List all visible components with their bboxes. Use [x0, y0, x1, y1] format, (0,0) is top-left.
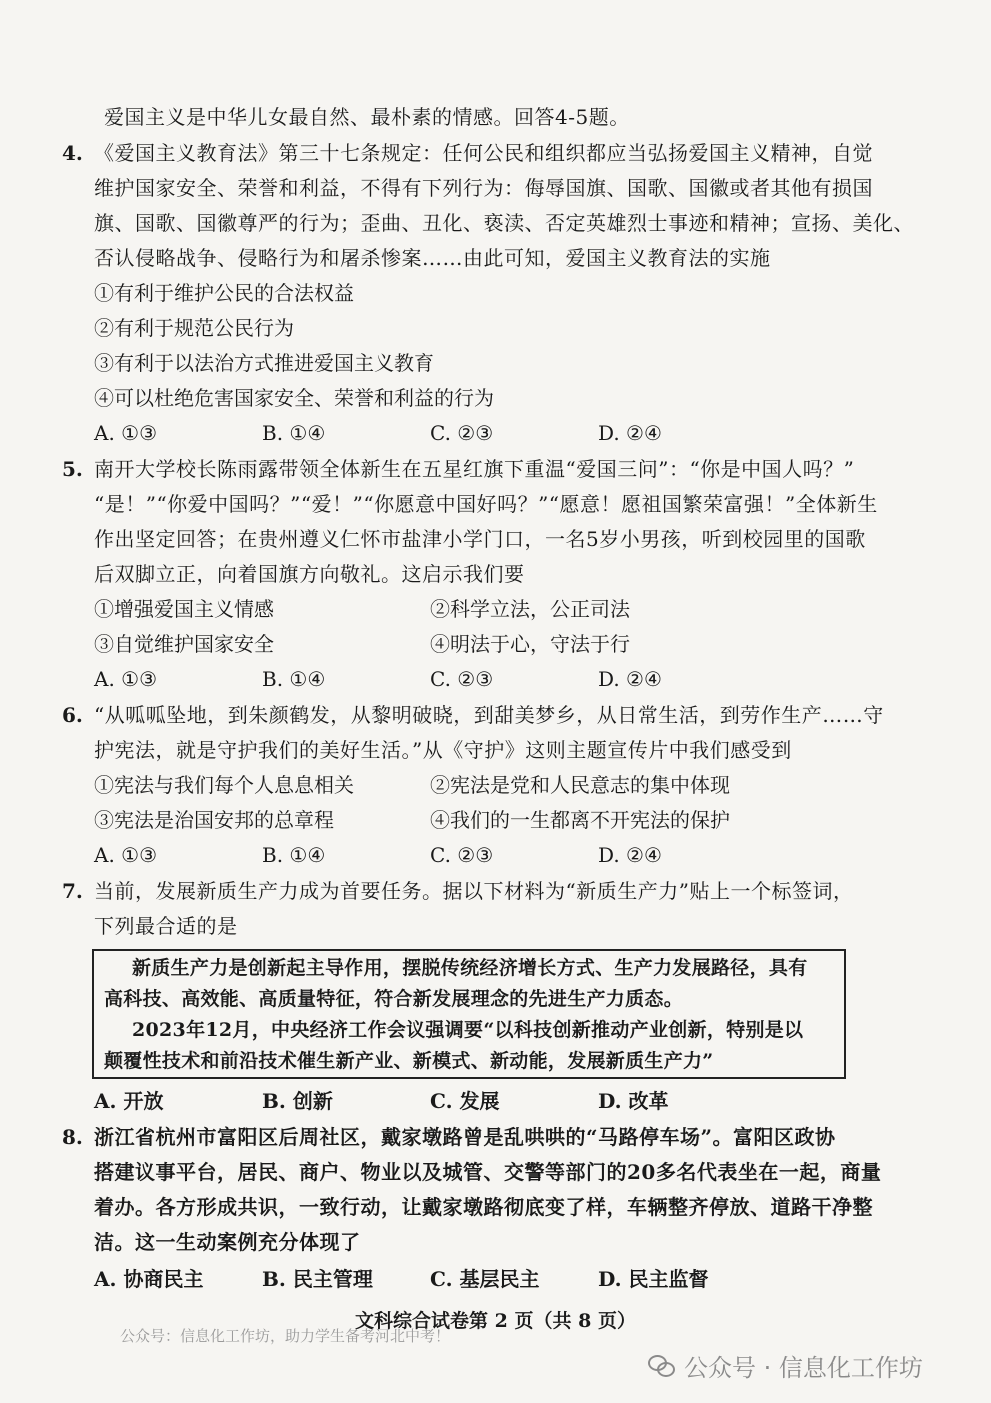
q7-material-line-1: 新质生产力是创新起主导作用，摆脱传统经济增长方式、生产力发展路径，具有	[132, 957, 808, 979]
q8-choice-c: C. 基层民主	[430, 1267, 540, 1291]
q4-line-1: 《爱国主义教育法》第三十七条规定：任何公民和组织都应当弘扬爱国主义精神，自觉	[94, 141, 873, 165]
q5-line-1: 南开大学校长陈雨露带领全体新生在五星红旗下重温“爱国三问”：“你是中国人吗？”	[94, 457, 855, 481]
q7-choice-b: B. 创新	[262, 1089, 333, 1113]
q7-line-2: 下列最合适的是	[94, 914, 238, 938]
q5-option-3: ③自觉维护国家安全	[94, 632, 274, 656]
q8-choice-b: B. 民主管理	[262, 1267, 373, 1291]
q7-material-line-4: 颠覆性技术和前沿技术催生新产业、新模式、新动能，发展新质生产力”	[104, 1050, 714, 1072]
q7-material-box	[92, 949, 846, 1079]
q6-line-1: “从呱呱坠地，到朱颜鹤发，从黎明破晓，到甜美梦乡，从日常生活，到劳作生产……守	[94, 703, 884, 727]
q4-choice-c: C. ②③	[430, 421, 494, 445]
q4-line-4: 否认侵略战争、侵略行为和屠杀惨案……由此可知，爱国主义教育法的实施	[94, 246, 771, 270]
q8-line-1: 浙江省杭州市富阳区后周社区，戴家墩路曾是乱哄哄的“马路停车场”。富阳区政协	[94, 1125, 836, 1149]
q6-number: 6.	[62, 703, 83, 727]
q4-option-2: ②有利于规范公民行为	[94, 316, 294, 340]
q5-line-3: 作出坚定回答；在贵州遵义仁怀市盐津小学门口，一名5岁小男孩，听到校园里的国歌	[94, 527, 866, 551]
q4-option-4: ④可以杜绝危害国家安全、荣誉和利益的行为	[94, 386, 494, 410]
watermark-brand	[648, 1348, 923, 1383]
q6-choice-c: C. ②③	[430, 843, 494, 867]
q5-choice-a: A. ①③	[94, 667, 158, 691]
q5-option-4: ④明法于心，守法于行	[430, 632, 630, 656]
q5-line-4: 后双脚立正，向着国旗方向敬礼。这启示我们要	[94, 562, 525, 586]
q4-option-1: ①有利于维护公民的合法权益	[94, 281, 354, 305]
q6-option-2: ②宪法是党和人民意志的集中体现	[430, 773, 730, 797]
q4-line-2: 维护国家安全、荣誉和利益，不得有下列行为：侮辱国旗、国歌、国徽或者其他有损国	[94, 176, 873, 200]
wechat-icon	[648, 1355, 676, 1377]
q6-choice-a: A. ①③	[94, 843, 158, 867]
q5-line-2: “是！”“你爱中国吗？”“爱！”“你愿意中国好吗？”“愿意！愿祖国繁荣富强！”全体新生	[94, 492, 878, 516]
q7-material-line-3: 2023年12月，中央经济工作会议强调要“以科技创新推动产业创新，特别是以	[132, 1019, 804, 1041]
q5-number: 5.	[62, 457, 83, 481]
q4-choice-b: B. ①④	[262, 421, 326, 445]
q6-option-3: ③宪法是治国安邦的总章程	[94, 808, 334, 832]
q6-choice-d: D. ②④	[598, 843, 662, 867]
q8-choice-d: D. 民主监督	[598, 1267, 709, 1291]
q5-choice-b: B. ①④	[262, 667, 326, 691]
q6-option-4: ④我们的一生都离不开宪法的保护	[430, 808, 730, 832]
watermark-line: 公众号：信息化工作坊，助力学生备考河北中考！	[120, 1327, 451, 1345]
q7-line-1: 当前，发展新质生产力成为首要任务。据以下材料为“新质生产力”贴上一个标签词，	[94, 879, 854, 903]
q7-number: 7.	[62, 879, 83, 903]
q6-option-1: ①宪法与我们每个人息息相关	[94, 773, 354, 797]
q4-line-3: 旗、国歌、国徽尊严的行为；歪曲、丑化、亵渎、否定英雄烈士事迹和精神；宣扬、美化、	[94, 211, 914, 235]
q7-choice-a: A. 开放	[94, 1089, 164, 1113]
q5-option-1: ①增强爱国主义情感	[94, 597, 274, 621]
q4-choice-d: D. ②④	[598, 421, 662, 445]
q8-line-3: 着办。各方形成共识，一致行动，让戴家墩路彻底变了样，车辆整齐停放、道路干净整	[94, 1195, 873, 1219]
q8-line-2: 搭建议事平台，居民、商户、物业以及城管、交警等部门的20多名代表坐在一起，商量	[94, 1160, 882, 1184]
q6-line-2: 护宪法，就是守护我们的美好生活。”从《守护》这则主题宣传片中我们感受到	[94, 738, 792, 762]
q5-choice-d: D. ②④	[598, 667, 662, 691]
q7-choice-c: C. 发展	[430, 1089, 500, 1113]
q7-material-line-2: 高科技、高效能、高质量特征，符合新发展理念的先进生产力质态。	[104, 988, 684, 1010]
q8-choice-a: A. 协商民主	[94, 1267, 204, 1291]
watermark-brand-text: 公众号 · 信息化工作坊	[684, 1354, 923, 1382]
q6-choice-b: B. ①④	[262, 843, 326, 867]
q4-choice-a: A. ①③	[94, 421, 158, 445]
intro-text: 爱国主义是中华儿女最自然、最朴素的情感。回答4-5题。	[104, 105, 630, 129]
q5-choice-c: C. ②③	[430, 667, 494, 691]
page-footer: 文科综合试卷第 2 页（共 8 页）	[355, 1310, 636, 1332]
q7-choice-d: D. 改革	[598, 1089, 669, 1113]
q4-option-3: ③有利于以法治方式推进爱国主义教育	[94, 351, 434, 375]
q8-number: 8.	[62, 1125, 83, 1149]
q4-number: 4.	[62, 141, 83, 165]
q5-option-2: ②科学立法，公正司法	[430, 597, 630, 621]
q8-line-4: 洁。这一生动案例充分体现了	[94, 1230, 361, 1254]
